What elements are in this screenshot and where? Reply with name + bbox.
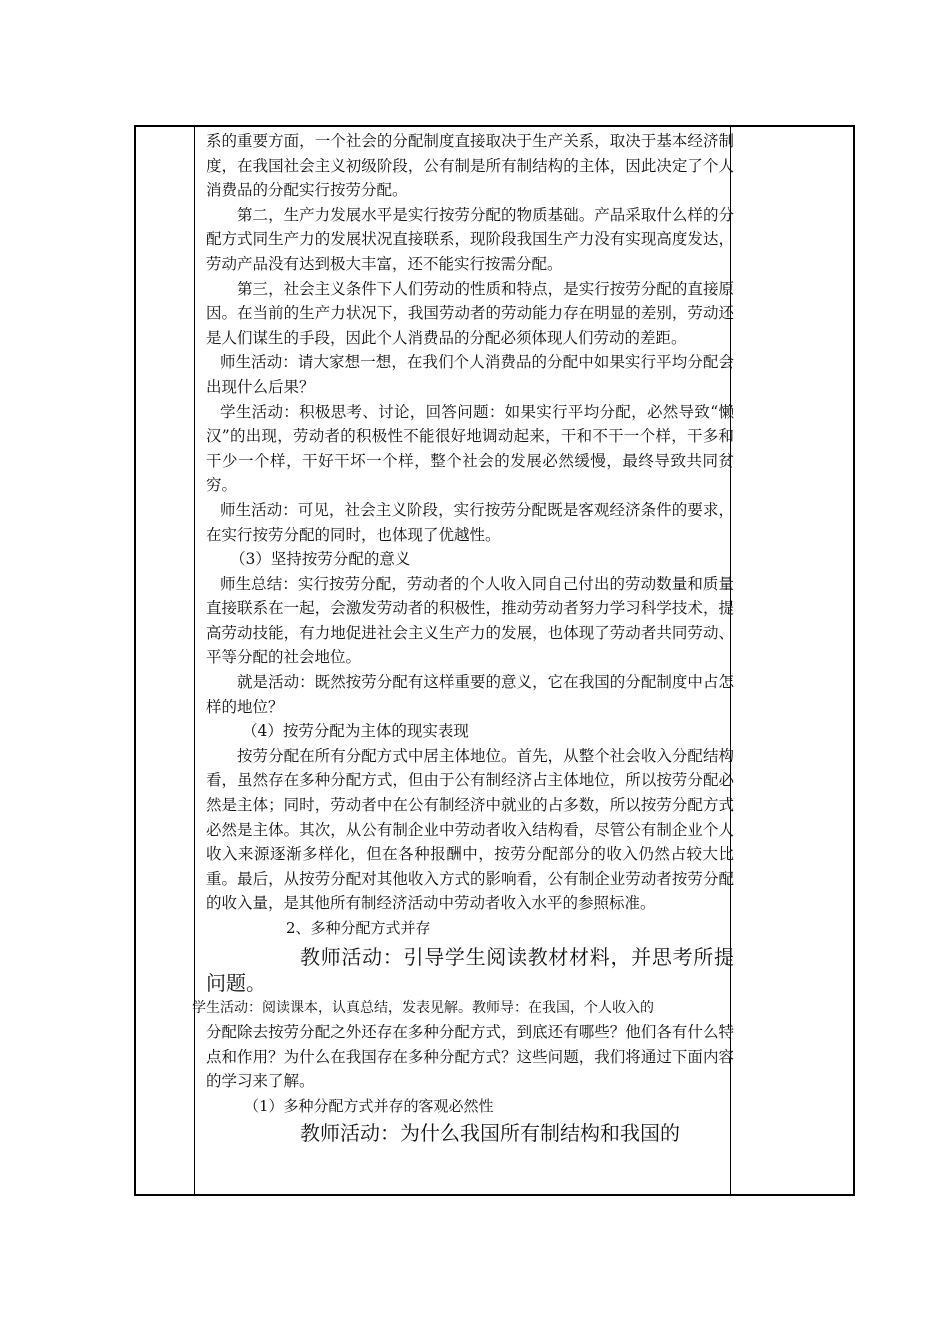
paragraph: 系的重要方面，一个社会的分配制度直接取决于生产关系，取决于基本经济制度，在我国社会主义初级阶段，公有制是所有制结构的主体，因此决定了个人消费品的分配实行按劳分配。 (206, 132, 734, 200)
paragraph: 学生活动：积极思考、讨论，回答问题：如果实行平均分配，必然导致“懒汉”的出现，劳动者的积极性不能很好地调动起来，干和不干一个样，干多和干少一个样，干好干坏一个样，整个社会的发展必然缓慢，最终导致共同贫穷。 (206, 402, 734, 495)
student-activity: 学生活动：阅读课本，认真总结，发表见解。教师导：在我国，个人收入的 (192, 1000, 654, 1016)
section-heading: 2、多种分配方式并存 (286, 919, 431, 937)
paragraph: 师生活动：请大家想一想，在我们个人消费品的分配中如果实行平均分配会出现什么后果？ (206, 353, 734, 396)
paragraph: 师生活动：可见，社会主义阶段，实行按劳分配既是客观经济条件的要求，在实行按劳分配的同时，也体现了优越性。 (206, 500, 734, 544)
lesson-table (134, 125, 855, 1196)
section-heading: （1）多种分配方式并存的客观必然性 (244, 1096, 494, 1115)
paragraph: 第三，社会主义条件下人们劳动的性质和特点，是实行按劳分配的直接原因。在当前的生产力状况下，我国劳动者的劳动能力存在明显的差别，劳动还是人们谋生的手段，因此个人消费品的分配必须体现人们劳动的差距。 (206, 279, 734, 347)
teacher-activity: 教师活动：引导学生阅读教材材料，并思考所提问题。 (206, 945, 734, 995)
lesson-content-cell (192, 129, 734, 1146)
section-heading: （4）按劳分配为主体的现实表现 (242, 722, 469, 741)
paragraph: 就是活动：既然按劳分配有这样重要的意义，它在我国的分配制度中占怎样的地位？ (206, 673, 734, 716)
paragraph: 师生总结：实行按劳分配，劳动者的个人收入同自己付出的劳动数量和质量直接联系在一起，会激发劳动者的积极性，推动劳动者努力学习科学技术，提高劳动技能，有力地促进社会主义生产力的发展，也体现了劳动者共同劳动、平等分配的社会地位。 (206, 574, 734, 667)
paragraph: 第二，生产力发展水平是实行按劳分配的物质基础。产品采取什么样的分配方式同生产力的发展状况直接联系，现阶段我国生产力没有实现高度发达，劳动产品没有达到极大丰富，还不能实行按需分配。 (206, 205, 734, 273)
paragraph: 按劳分配在所有分配方式中居主体地位。首先，从整个社会收入分配结构看，虽然存在多种分配方式，但由于公有制经济占主体地位，所以按劳分配必然是主体；同时，劳动者中在公有制经济中就业的占多数，所以按劳分配方式必然是主体。其次，从公有制企业中劳动者收入结构看，尽管公有制企业个人收入来源逐渐多样化，但在各种报酬中，按劳分配部分的收入仍然占较大比重。最后，从按劳分配对其他收入方式的影响看，公有制企业劳动者按劳分配的收入量，是其他所有制经济活动中劳动者收入水平的参照标准。 (206, 746, 734, 913)
teacher-activity: 教师活动：为什么我国所有制结构和我国的 (300, 1121, 680, 1146)
column-divider-left (194, 127, 195, 1194)
section-heading: （3）坚持按劳分配的意义 (230, 550, 411, 569)
paragraph: 分配除去按劳分配之外还存在多种分配方式，到底还有哪些？他们各有什么特点和作用？为什么在我国存在多种分配方式？这些问题，我们将通过下面内容的学习来了解。 (206, 1023, 734, 1091)
